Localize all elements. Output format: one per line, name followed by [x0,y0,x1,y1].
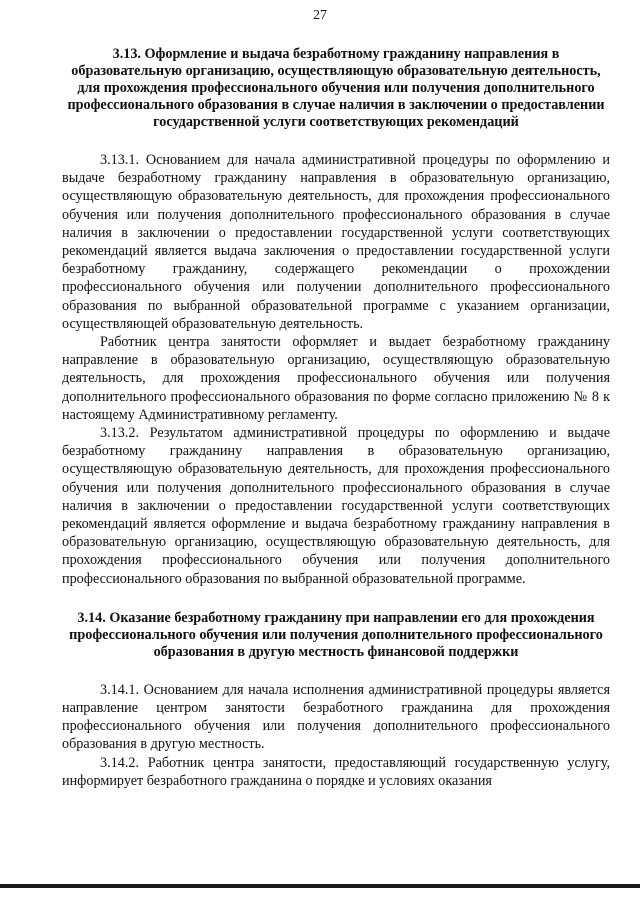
paragraph-3-14-2: 3.14.2. Работник центра занятости, предоставляющий государственную услугу, информирует безработного гражданина о порядке и условиях оказания [62,754,610,789]
document-body [62,46,610,790]
section-3-14-heading: 3.14. Оказание безработному гражданину при направлении его для прохождения профессионального обучения или получения дополнительного профессионального образования в другую местность финансовой поддержки [69,609,603,660]
paragraph-3-14-1: 3.14.1. Основанием для начала исполнения административной процедуры является направление центром занятости безработного гражданина для прохождения профессионального обучения или получения дополнительного профессионального образования в другую местность. [62,681,610,753]
paragraph-3-13-2: 3.13.2. Результатом административной процедуры по оформлению и выдаче безработному гражданину направления в образовательную организацию, осуществляющую образовательную деятельность, для прохождения профессионального обучения или получения дополнительного профессионального образования в случае наличия в заключении о предоставлении государственной услуги соответствующих рекомендаций является оформление и выдача безработному гражданину направления в образовательную организацию, осуществляющую образовательную деятельность, для прохождения профессионального обучения или получения дополнительного профессионального образования по выбранной образовательной программе. [62,425,610,587]
paragraph-staff-issues-referral: Работник центра занятости оформляет и выдает безработному гражданину направление в образовательную организацию, осуществляющую образовательную деятельность, для прохождения профессионального обучения или получения дополнительного профессионального образования по форме согласно приложению № 8 к настоящему Административному регламенту. [62,334,610,423]
paragraph-3-13-1: 3.13.1. Основанием для начала административной процедуры по оформлению и выдаче безработному гражданину направления в образовательную организацию, осуществляющую образовательную деятельность, для прохождения профессионального обучения или получения дополнительного профессионального образования в случае наличия в заключении о предоставлении государственной услуги соответствующих рекомендаций является выдача заключения о предоставлении государственной услуги безработному гражданину, содержащего рекомендации о прохождении профессионального обучения или получении дополнительного профессионального образования по выбранной образовательной программе с указанием организации, осуществляющей образовательную деятельность. [62,152,610,332]
section-3-13-heading: 3.13. Оформление и выдача безработному гражданину направления в образовательную организацию, осуществляющую образовательную деятельность, для прохождения профессионального обучения или получения дополнительного профессионального образования в случае наличия в заключении о предоставлении государственной услуги соответствующих рекомендаций [67,46,605,130]
bottom-scan-border [0,884,640,888]
page-number: 27 [313,8,327,23]
